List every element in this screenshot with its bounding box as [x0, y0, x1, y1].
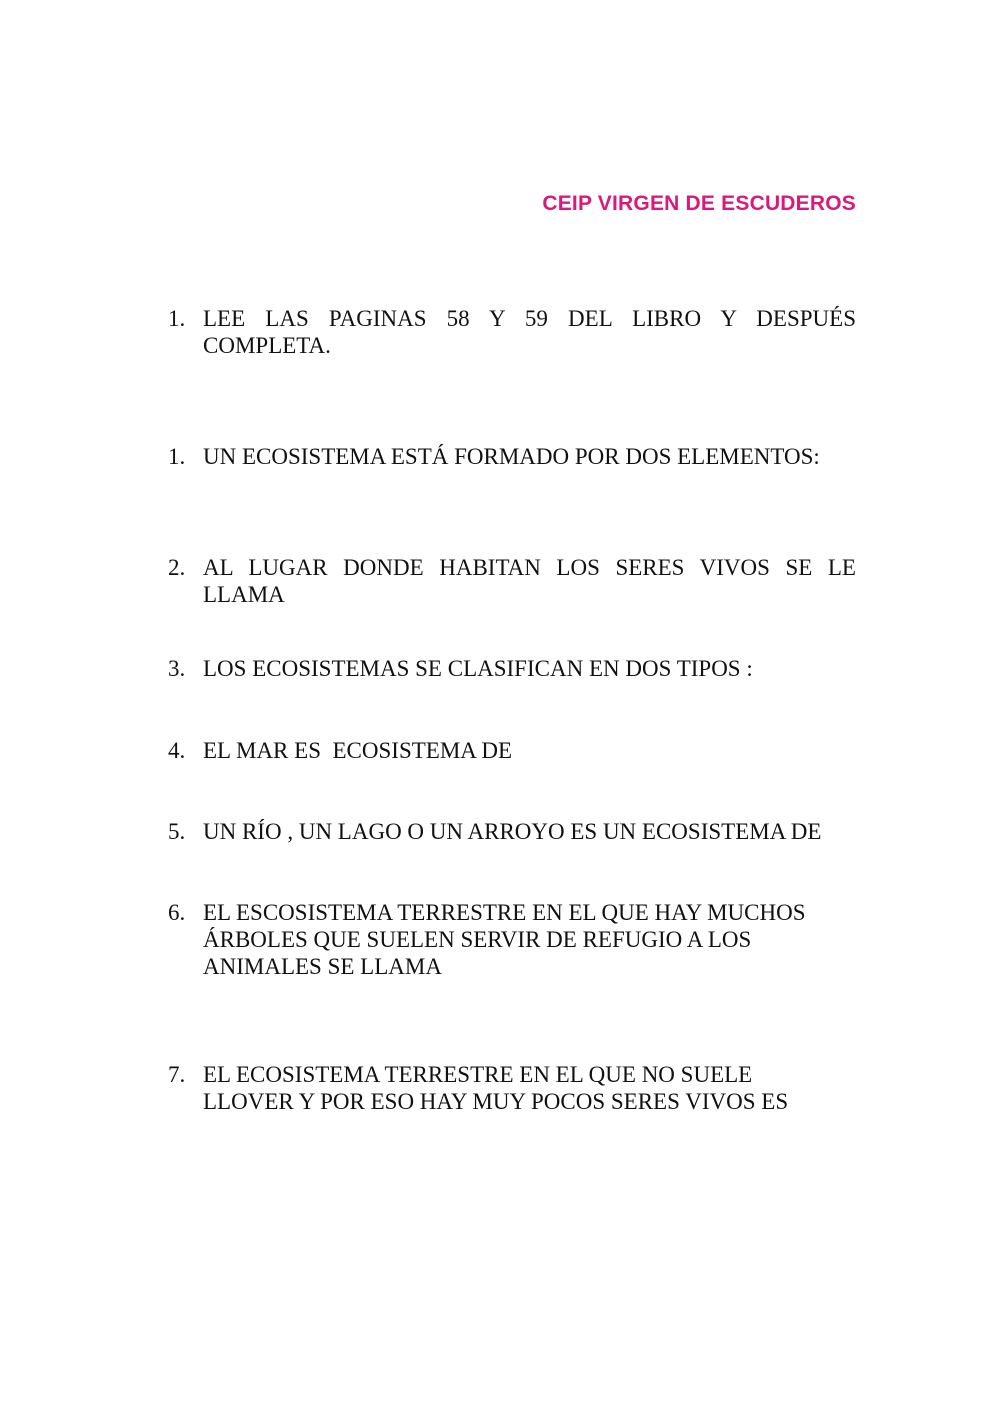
- question-item: [168, 737, 856, 764]
- instruction: [168, 305, 856, 359]
- question-number: 3.: [168, 656, 186, 681]
- question-text: LOS ECOSISTEMAS SE CLASIFICAN EN DOS TIPOS :: [203, 656, 753, 681]
- question-text: UN RÍO , UN LAGO O UN ARROYO ES UN ECOSISTEMA DE: [203, 819, 822, 844]
- question-item: [168, 818, 856, 845]
- question-number: 7.: [168, 1062, 186, 1087]
- question-text: EL MAR ES ECOSISTEMA DE: [203, 738, 513, 763]
- question-item: [168, 899, 828, 980]
- question-text: EL ECOSISTEMA TERRESTRE EN EL QUE NO SUELE LLOVER Y POR ESO HAY MUY POCOS SERES VIVOS ES: [203, 1062, 789, 1114]
- question-text: AL LUGAR DONDE HABITAN LOS SERES VIVOS SE LE LLAMA: [203, 555, 856, 607]
- question-item: [168, 1061, 808, 1115]
- question-number: 6.: [168, 900, 186, 925]
- question-number: 1.: [168, 444, 186, 469]
- instruction-text: LEE LAS PAGINAS 58 Y 59 DEL LIBRO Y DESPUÉS COMPLETA.: [203, 306, 856, 358]
- question-number: 2.: [168, 555, 186, 580]
- school-name: CEIP VIRGEN DE ESCUDEROS: [542, 192, 856, 215]
- question-number: 4.: [168, 738, 186, 763]
- question-item: [168, 443, 856, 470]
- question-text: EL ESCOSISTEMA TERRESTRE EN EL QUE HAY MUCHOS ÁRBOLES QUE SUELEN SERVIR DE REFUGIO A LOS ANIMALES SE LLAMA: [203, 900, 806, 979]
- instruction-number: 1.: [168, 306, 186, 331]
- question-item: [168, 554, 856, 608]
- question-text: UN ECOSISTEMA ESTÁ FORMADO POR DOS ELEMENTOS:: [203, 444, 820, 469]
- question-number: 5.: [168, 819, 186, 844]
- question-item: [168, 655, 856, 682]
